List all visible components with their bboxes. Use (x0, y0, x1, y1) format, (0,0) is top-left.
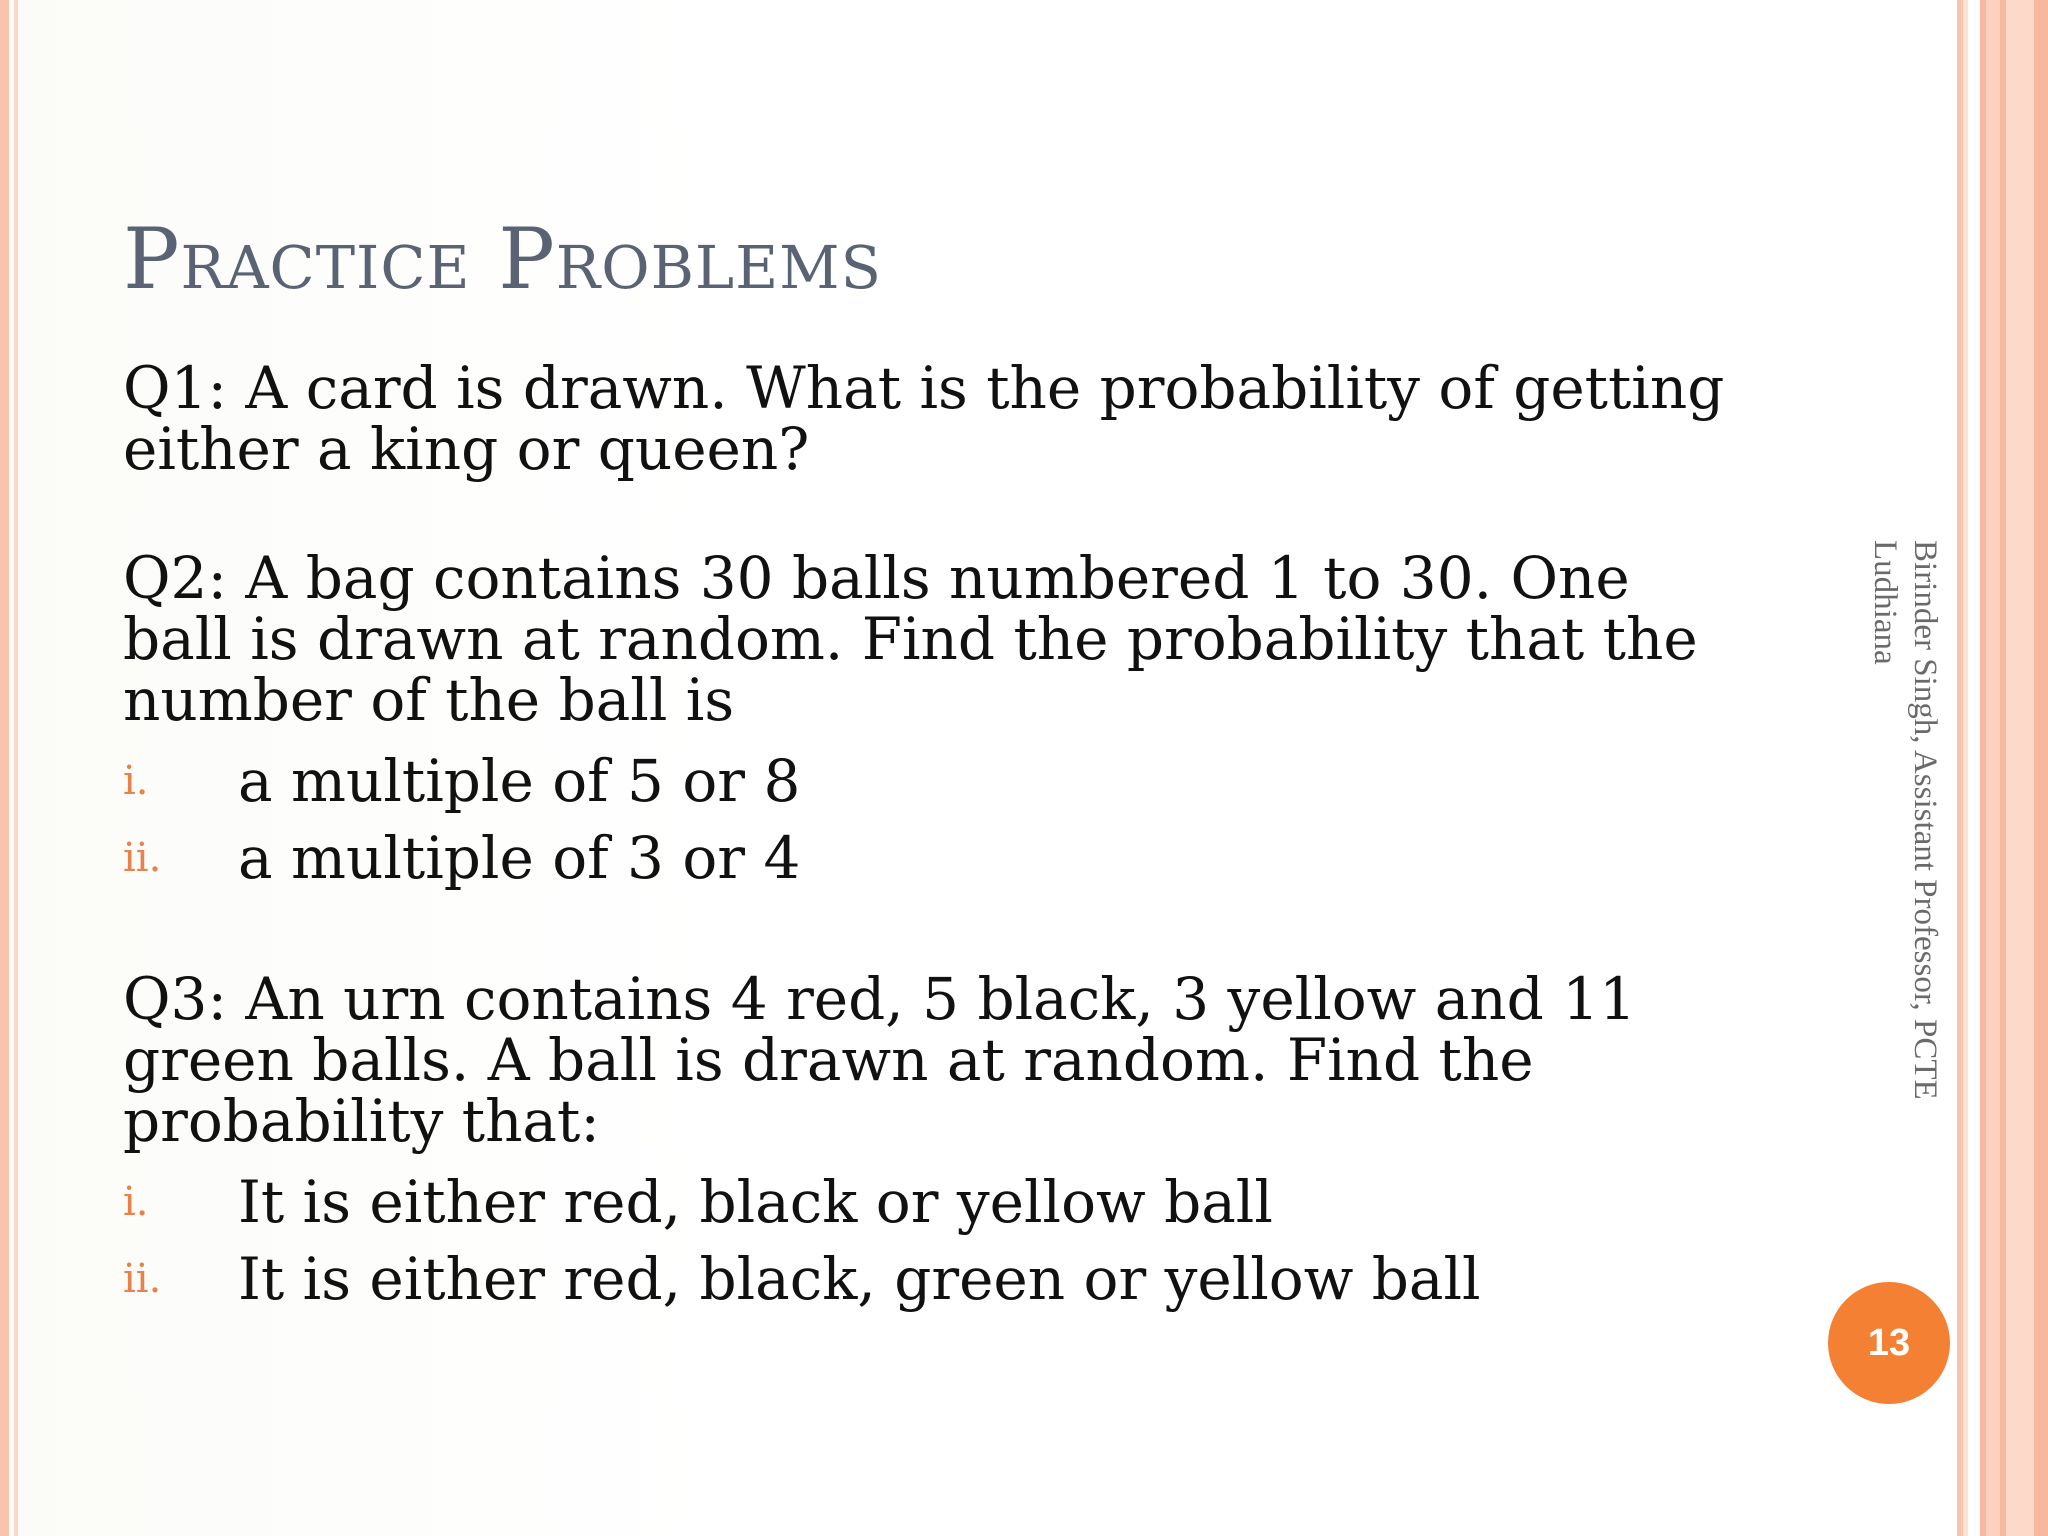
page-number-badge: 13 (1828, 1282, 1950, 1404)
list-item-text: a multiple of 5 or 8 (238, 747, 801, 815)
question-3-options (123, 1164, 1743, 1318)
left-border-stripe-inner (14, 0, 18, 1536)
question-3: Q3: An urn contains 4 red, 5 black, 3 yellow and 11 green balls. A ball is drawn at random. Find the probability that: (123, 965, 1637, 1155)
list-item-text: It is either red, black, green or yellow ball (238, 1245, 1481, 1313)
slide-body (123, 354, 1743, 1318)
list-marker: ii. (123, 835, 162, 881)
list-item (123, 743, 1743, 820)
footer-author: Birinder Singh, Assistant Professor, PCTE Ludhiana (1867, 540, 1943, 1100)
list-item (123, 1164, 1743, 1241)
left-border-stripe (0, 0, 9, 1536)
list-item-text: It is either red, black or yellow ball (238, 1168, 1273, 1236)
list-item (123, 1241, 1743, 1318)
right-border-stripe (2006, 0, 2034, 1536)
question-2-options (123, 743, 1743, 897)
slide-title: Practice Problems (123, 210, 883, 308)
right-border-stripe (2034, 0, 2048, 1536)
list-marker: i. (123, 1179, 149, 1225)
right-border-stripe (1986, 0, 2000, 1536)
list-marker: i. (123, 758, 149, 804)
list-item (123, 820, 1743, 897)
right-border-stripe (1963, 0, 1968, 1536)
list-item-text: a multiple of 3 or 4 (238, 824, 801, 892)
list-marker: ii. (123, 1256, 162, 1302)
question-1: Q1: A card is drawn. What is the probability of getting either a king or queen? (123, 354, 1725, 483)
question-2: Q2: A bag contains 30 balls numbered 1 to 30. One ball is drawn at random. Find the probability that the number of the ball is (123, 544, 1698, 734)
